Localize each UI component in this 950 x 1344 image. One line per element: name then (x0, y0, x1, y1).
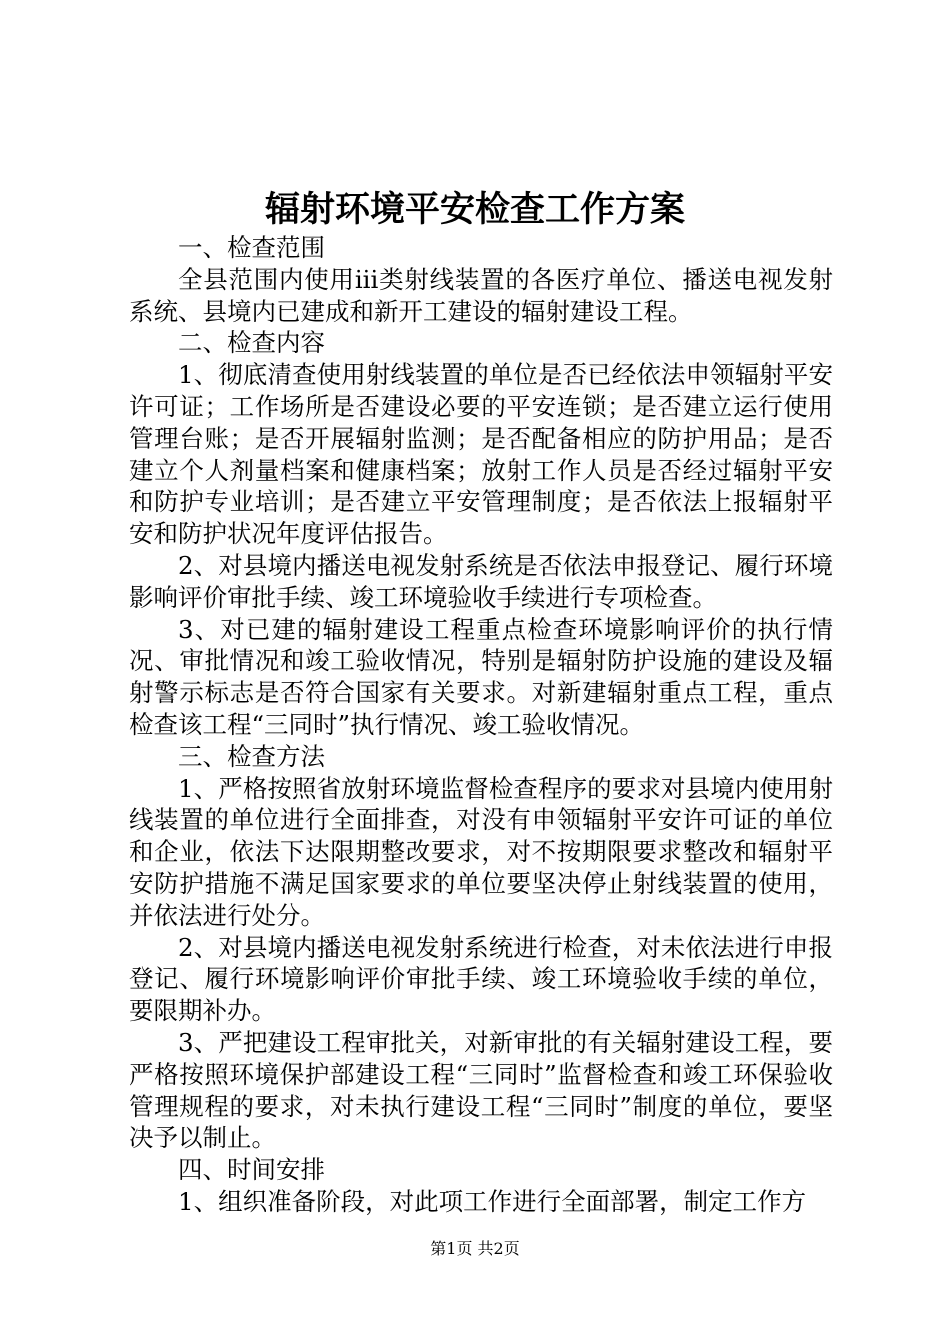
document-body (129, 232, 833, 1218)
paragraph: 1、组织准备阶段，对此项工作进行全面部署，制定工作方 (178, 1186, 807, 1216)
paragraph: 3、严把建设工程审批关，对新审批的有关辐射建设工程，要严格按照环境保护部建设工程“三同时”监督检查和竣工环保验收管理规程的要求，对未执行建设工程“三同时”制度的单位，要坚决予以制止。 (129, 1027, 833, 1153)
document-title: 辐射环境平安检查工作方案 (264, 189, 685, 230)
paragraph: 1、彻底清查使用射线装置的单位是否已经依法申领辐射平安许可证；工作场所是否建设必要的平安连锁；是否建立运行使用管理台账；是否开展辐射监测；是否配备相应的防护用品；是否建立个人剂量档案和健康档案；放射工作人员是否经过辐射平安和防护专业培训；是否建立平安管理制度；是否依法上报辐射平安和防护状况年度评估报告。 (129, 360, 833, 549)
section-heading: 一、检查范围 (178, 233, 325, 262)
paragraph: 2、对县境内播送电视发射系统进行检查，对未依法进行申报登记、履行环境影响评价审批手续、竣工环境验收手续的单位，要限期补办。 (129, 932, 833, 1026)
section-heading: 四、时间安排 (178, 1155, 325, 1185)
section-heading: 三、检查方法 (178, 741, 325, 771)
paragraph: 全县范围内使用iii类射线装置的各医疗单位、播送电视发射系统、县境内已建成和新开工建设的辐射建设工程。 (129, 264, 833, 326)
page-footer: 第1页 共2页 (430, 1239, 520, 1258)
paragraph: 3、对已建的辐射建设工程重点检查环境影响评价的执行情况、审批情况和竣工验收情况，特别是辐射防护设施的建设及辐射警示标志是否符合国家有关要求。对新建辐射重点工程，重点检查该工程“三同时”执行情况、竣工验收情况。 (129, 614, 833, 739)
paragraph: 2、对县境内播送电视发射系统是否依法申报登记、履行环境影响评价审批手续、竣工环境验收手续进行专项检查。 (129, 550, 833, 612)
section-heading: 二、检查内容 (178, 328, 325, 358)
paragraph: 1、严格按照省放射环境监督检查程序的要求对县境内使用射线装置的单位进行全面排查，对没有申领辐射平安许可证的单位和企业，依法下达限期整改要求，对不按期限要求整改和辐射平安防护措施不满足国家要求的单位要坚决停止射线装置的使用，并依法进行处分。 (129, 773, 833, 930)
